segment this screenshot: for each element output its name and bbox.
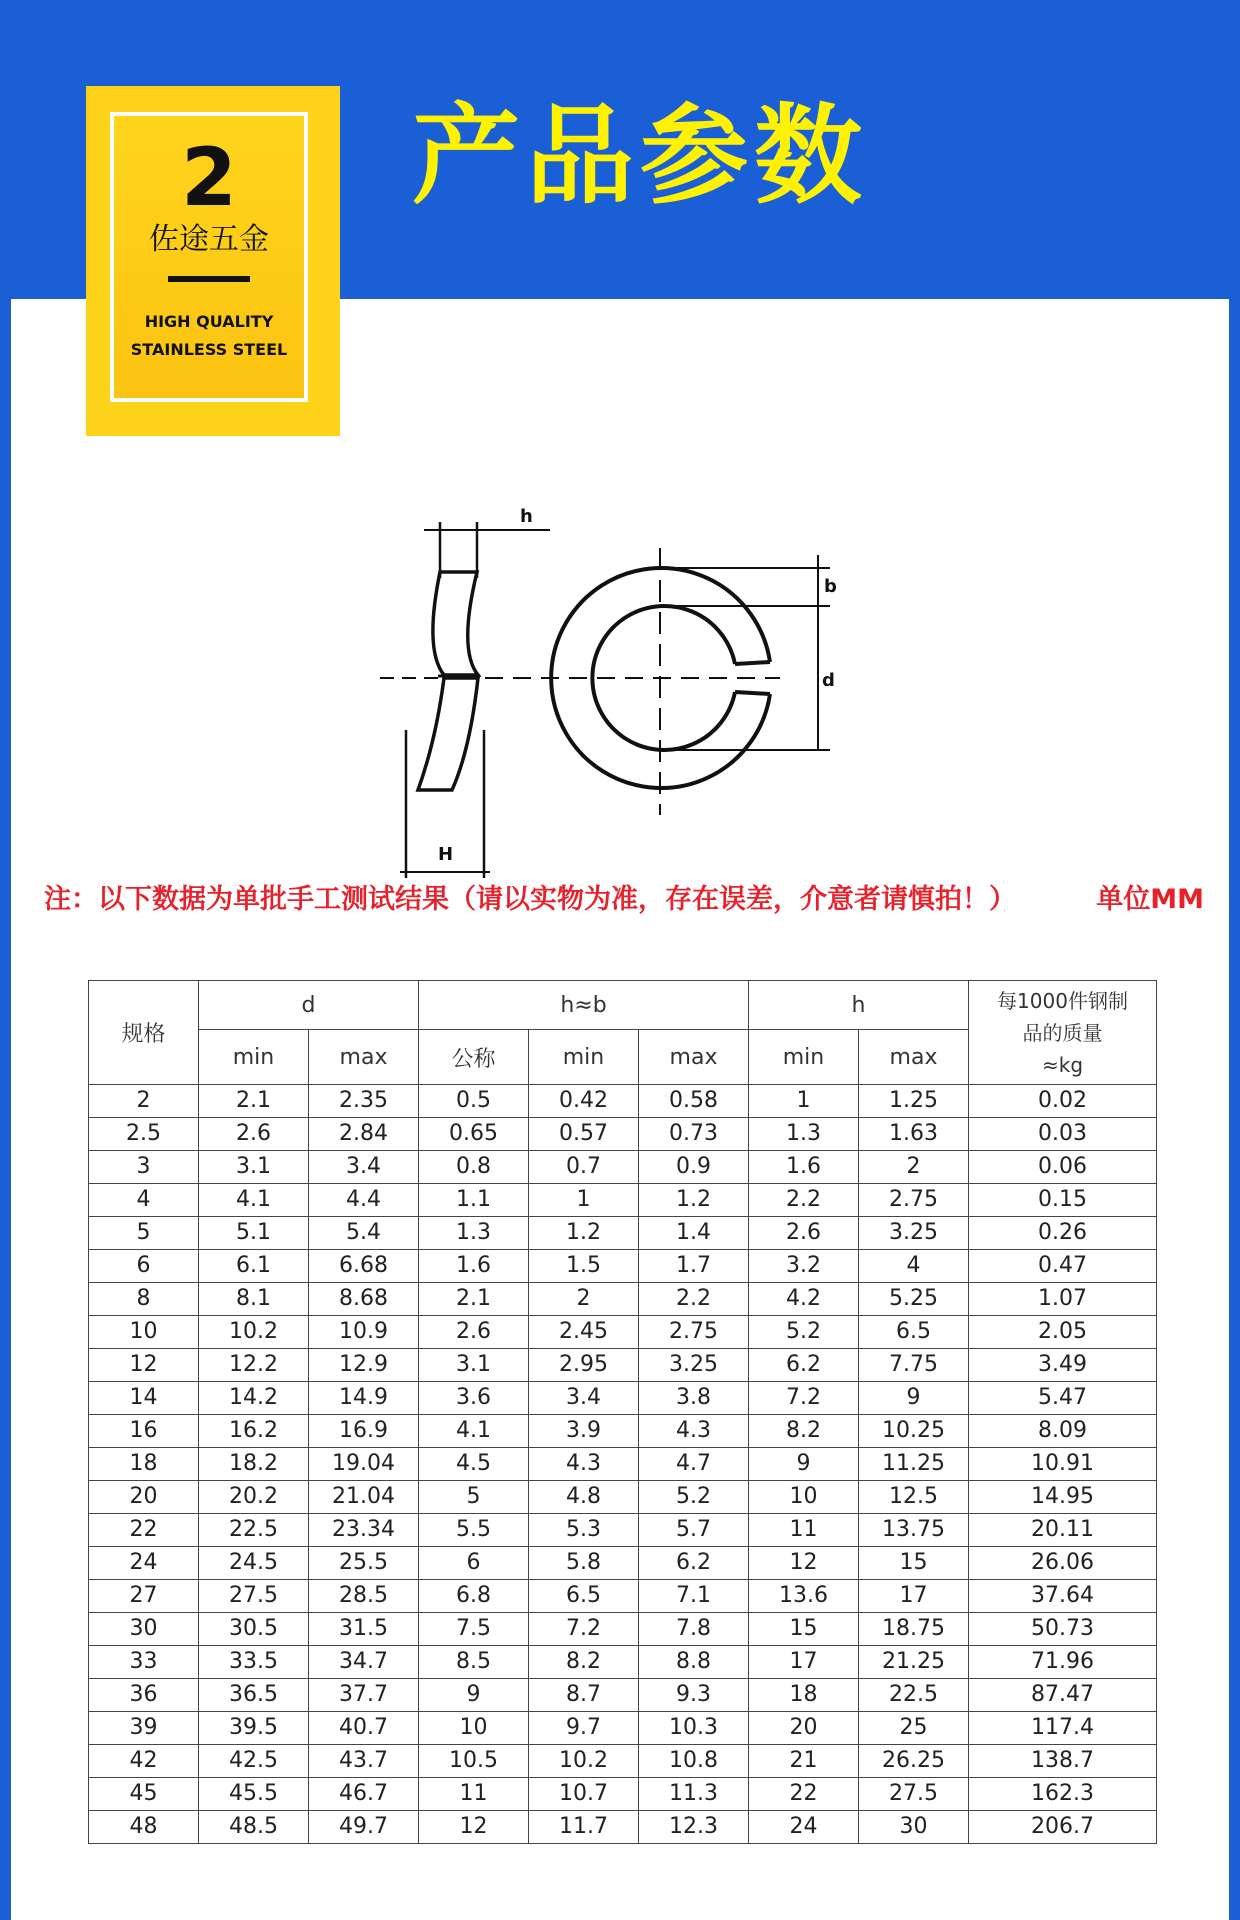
table-cell: 2.1 [419, 1283, 529, 1316]
table-cell: 10 [89, 1316, 199, 1349]
table-cell: 10.25 [859, 1415, 969, 1448]
dim-label-d: d [822, 670, 835, 691]
table-cell: 16.2 [199, 1415, 309, 1448]
table-cell: 20.2 [199, 1481, 309, 1514]
table-cell: 10.5 [419, 1745, 529, 1778]
table-cell: 5 [419, 1481, 529, 1514]
table-cell: 0.9 [639, 1151, 749, 1184]
table-cell: 7.2 [529, 1613, 639, 1646]
table-cell: 18 [749, 1679, 859, 1712]
header-d: d [199, 981, 419, 1030]
table-cell: 36.5 [199, 1679, 309, 1712]
table-cell: 8.8 [639, 1646, 749, 1679]
badge-inner [110, 112, 308, 402]
table-cell: 10 [749, 1481, 859, 1514]
table-cell: 12.5 [859, 1481, 969, 1514]
table-cell: 4.3 [529, 1448, 639, 1481]
table-row [89, 1448, 1157, 1481]
table-cell: 14 [89, 1382, 199, 1415]
table-cell: 8.5 [419, 1646, 529, 1679]
table-cell: 5.2 [639, 1481, 749, 1514]
table-cell: 25 [859, 1712, 969, 1745]
table-cell: 1.5 [529, 1250, 639, 1283]
table-cell: 0.42 [529, 1085, 639, 1118]
table-cell: 4.7 [639, 1448, 749, 1481]
table-cell: 5.8 [529, 1547, 639, 1580]
table-cell: 10.91 [969, 1448, 1157, 1481]
table-cell: 7.5 [419, 1613, 529, 1646]
table-cell: 8.09 [969, 1415, 1157, 1448]
table-cell: 0.15 [969, 1184, 1157, 1217]
table-cell: 0.58 [639, 1085, 749, 1118]
table-cell: 14.95 [969, 1481, 1157, 1514]
table-cell: 14.2 [199, 1382, 309, 1415]
table-cell: 33.5 [199, 1646, 309, 1679]
table-cell: 1.2 [639, 1184, 749, 1217]
table-cell: 10.9 [309, 1316, 419, 1349]
table-row [89, 1283, 1157, 1316]
table-cell: 8 [89, 1283, 199, 1316]
table-row [89, 1712, 1157, 1745]
table-row [89, 1481, 1157, 1514]
table-cell: 5 [89, 1217, 199, 1250]
table-row [89, 1250, 1157, 1283]
table-cell: 24 [749, 1811, 859, 1844]
table-row [89, 1547, 1157, 1580]
table-cell: 17 [859, 1580, 969, 1613]
table-cell: 37.64 [969, 1580, 1157, 1613]
table-cell: 8.2 [529, 1646, 639, 1679]
badge-tagline-line2: STAINLESS STEEL [130, 340, 288, 359]
table-cell: 30 [859, 1811, 969, 1844]
table-cell: 12.9 [309, 1349, 419, 1382]
table-cell: 6.2 [639, 1547, 749, 1580]
spec-table [88, 980, 1157, 1844]
table-cell: 12 [89, 1349, 199, 1382]
table-cell: 2.6 [199, 1118, 309, 1151]
table-cell: 2.2 [749, 1184, 859, 1217]
table-row [89, 1217, 1157, 1250]
table-cell: 11.25 [859, 1448, 969, 1481]
table-cell: 34.7 [309, 1646, 419, 1679]
dim-label-h: h [520, 506, 533, 527]
table-cell: 2 [859, 1151, 969, 1184]
table-row [89, 1151, 1157, 1184]
table-cell: 2 [529, 1283, 639, 1316]
table-cell: 48.5 [199, 1811, 309, 1844]
disclaimer-note [44, 880, 1204, 920]
table-row [89, 1085, 1157, 1118]
table-cell: 1.07 [969, 1283, 1157, 1316]
table-row [89, 1778, 1157, 1811]
table-cell: 6.5 [529, 1580, 639, 1613]
table-cell: 31.5 [309, 1613, 419, 1646]
table-row [89, 1184, 1157, 1217]
table-cell: 49.7 [309, 1811, 419, 1844]
table-cell: 22.5 [859, 1679, 969, 1712]
table-cell: 5.7 [639, 1514, 749, 1547]
table-cell: 4 [89, 1184, 199, 1217]
table-cell: 39 [89, 1712, 199, 1745]
table-cell: 8.7 [529, 1679, 639, 1712]
table-cell: 6.68 [309, 1250, 419, 1283]
table-row [89, 1415, 1157, 1448]
table-cell: 3.4 [529, 1382, 639, 1415]
table-cell: 0.7 [529, 1151, 639, 1184]
table-row [89, 1646, 1157, 1679]
table-cell: 4.8 [529, 1481, 639, 1514]
table-cell: 7.8 [639, 1613, 749, 1646]
table-cell: 43.7 [309, 1745, 419, 1778]
table-cell: 6.5 [859, 1316, 969, 1349]
table-cell: 1.6 [419, 1250, 529, 1283]
table-cell: 2 [89, 1085, 199, 1118]
header-h: h [749, 981, 969, 1030]
header-spec: 规格 [89, 981, 199, 1085]
table-cell: 6.2 [749, 1349, 859, 1382]
table-cell: 138.7 [969, 1745, 1157, 1778]
table-cell: 18 [89, 1448, 199, 1481]
table-cell: 2.05 [969, 1316, 1157, 1349]
table-cell: 1.3 [749, 1118, 859, 1151]
table-cell: 5.3 [529, 1514, 639, 1547]
header-d-min: min [199, 1030, 309, 1085]
table-cell: 9.3 [639, 1679, 749, 1712]
table-cell: 3.8 [639, 1382, 749, 1415]
table-cell: 6.1 [199, 1250, 309, 1283]
table-cell: 0.03 [969, 1118, 1157, 1151]
table-cell: 1.7 [639, 1250, 749, 1283]
table-cell: 23.34 [309, 1514, 419, 1547]
table-cell: 33 [89, 1646, 199, 1679]
table-cell: 71.96 [969, 1646, 1157, 1679]
table-cell: 20.11 [969, 1514, 1157, 1547]
table-cell: 2.5 [89, 1118, 199, 1151]
frame-top [0, 0, 1240, 11]
table-row [89, 1745, 1157, 1778]
table-cell: 1 [749, 1085, 859, 1118]
table-cell: 162.3 [969, 1778, 1157, 1811]
badge-tagline-line1: HIGH QUALITY [144, 312, 274, 331]
table-row [89, 1811, 1157, 1844]
table-cell: 3.6 [419, 1382, 529, 1415]
table-cell: 26.06 [969, 1547, 1157, 1580]
table-cell: 2.75 [639, 1316, 749, 1349]
table-cell: 5.47 [969, 1382, 1157, 1415]
table-cell: 3.4 [309, 1151, 419, 1184]
table-cell: 14.9 [309, 1382, 419, 1415]
table-cell: 5.2 [749, 1316, 859, 1349]
table-cell: 1.63 [859, 1118, 969, 1151]
table-cell: 3.1 [199, 1151, 309, 1184]
table-cell: 36 [89, 1679, 199, 1712]
table-cell: 12.2 [199, 1349, 309, 1382]
table-cell: 10.8 [639, 1745, 749, 1778]
spring-washer-diagram [360, 500, 880, 890]
table-cell: 9.7 [529, 1712, 639, 1745]
table-cell: 0.57 [529, 1118, 639, 1151]
table-cell: 11 [749, 1514, 859, 1547]
table-cell: 28.5 [309, 1580, 419, 1613]
table-cell: 87.47 [969, 1679, 1157, 1712]
table-cell: 16.9 [309, 1415, 419, 1448]
spec-table-body [89, 1085, 1157, 1844]
table-cell: 2.6 [749, 1217, 859, 1250]
table-row [89, 1613, 1157, 1646]
dim-label-b: b [824, 576, 837, 597]
table-cell: 16 [89, 1415, 199, 1448]
table-cell: 5.25 [859, 1283, 969, 1316]
table-cell: 21.25 [859, 1646, 969, 1679]
table-cell: 11.7 [529, 1811, 639, 1844]
table-cell: 20 [749, 1712, 859, 1745]
table-cell: 2.6 [419, 1316, 529, 1349]
table-cell: 4 [859, 1250, 969, 1283]
table-cell: 3.1 [419, 1349, 529, 1382]
table-cell: 117.4 [969, 1712, 1157, 1745]
table-cell: 45.5 [199, 1778, 309, 1811]
table-cell: 0.73 [639, 1118, 749, 1151]
header-mass-line3: ≈kg [1041, 1052, 1084, 1077]
table-cell: 0.47 [969, 1250, 1157, 1283]
table-cell: 6 [89, 1250, 199, 1283]
table-cell: 22 [749, 1778, 859, 1811]
header-d-max: max [309, 1030, 419, 1085]
table-cell: 19.04 [309, 1448, 419, 1481]
table-cell: 3.25 [639, 1349, 749, 1382]
table-row [89, 1349, 1157, 1382]
table-cell: 22 [89, 1514, 199, 1547]
table-cell: 9 [749, 1448, 859, 1481]
table-cell: 5.5 [419, 1514, 529, 1547]
table-cell: 1.3 [419, 1217, 529, 1250]
dim-label-H: H [438, 844, 454, 865]
table-cell: 4.2 [749, 1283, 859, 1316]
table-row [89, 1580, 1157, 1613]
table-cell: 0.65 [419, 1118, 529, 1151]
table-cell: 37.7 [309, 1679, 419, 1712]
table-cell: 13.75 [859, 1514, 969, 1547]
table-cell: 12.3 [639, 1811, 749, 1844]
table-cell: 1.6 [749, 1151, 859, 1184]
table-cell: 4.4 [309, 1184, 419, 1217]
table-row [89, 1382, 1157, 1415]
table-cell: 50.73 [969, 1613, 1157, 1646]
table-cell: 7.2 [749, 1382, 859, 1415]
table-cell: 5.1 [199, 1217, 309, 1250]
table-cell: 22.5 [199, 1514, 309, 1547]
table-cell: 10.7 [529, 1778, 639, 1811]
table-cell: 26.25 [859, 1745, 969, 1778]
table-cell: 10.2 [199, 1316, 309, 1349]
table-cell: 8.68 [309, 1283, 419, 1316]
table-cell: 5.4 [309, 1217, 419, 1250]
table-cell: 11.3 [639, 1778, 749, 1811]
header-h-min: min [749, 1030, 859, 1085]
table-cell: 27.5 [859, 1778, 969, 1811]
table-cell: 8.2 [749, 1415, 859, 1448]
table-cell: 2.35 [309, 1085, 419, 1118]
table-cell: 9 [419, 1679, 529, 1712]
header-mass-line1: 每1000件钢制 [997, 988, 1128, 1013]
table-cell: 1.1 [419, 1184, 529, 1217]
table-cell: 24.5 [199, 1547, 309, 1580]
header-hb: h≈b [419, 981, 749, 1030]
header-hb-max: max [639, 1030, 749, 1085]
table-cell: 0.26 [969, 1217, 1157, 1250]
unit-label: 单位MM [1096, 884, 1204, 915]
table-cell: 21.04 [309, 1481, 419, 1514]
table-cell: 8.1 [199, 1283, 309, 1316]
table-cell: 2.84 [309, 1118, 419, 1151]
table-cell: 6.8 [419, 1580, 529, 1613]
header-mass-line2: 品的质量 [1022, 1020, 1103, 1045]
table-cell: 15 [749, 1613, 859, 1646]
table-row [89, 1679, 1157, 1712]
table-cell: 25.5 [309, 1547, 419, 1580]
table-cell: 45 [89, 1778, 199, 1811]
table-cell: 3 [89, 1151, 199, 1184]
table-cell: 39.5 [199, 1712, 309, 1745]
table-cell: 21 [749, 1745, 859, 1778]
table-cell: 10.3 [639, 1712, 749, 1745]
table-cell: 3.9 [529, 1415, 639, 1448]
table-cell: 18.2 [199, 1448, 309, 1481]
table-cell: 17 [749, 1646, 859, 1679]
table-cell: 206.7 [969, 1811, 1157, 1844]
table-cell: 2.75 [859, 1184, 969, 1217]
table-cell: 0.8 [419, 1151, 529, 1184]
table-row [89, 1118, 1157, 1151]
table-cell: 10.2 [529, 1745, 639, 1778]
table-cell: 42.5 [199, 1745, 309, 1778]
badge-divider [168, 276, 250, 282]
table-cell: 12 [749, 1547, 859, 1580]
table-cell: 0.5 [419, 1085, 529, 1118]
table-cell: 46.7 [309, 1778, 419, 1811]
table-cell: 27 [89, 1580, 199, 1613]
table-cell: 24 [89, 1547, 199, 1580]
table-cell: 10 [419, 1712, 529, 1745]
table-cell: 7.75 [859, 1349, 969, 1382]
table-cell: 6 [419, 1547, 529, 1580]
table-cell: 13.6 [749, 1580, 859, 1613]
table-cell: 20 [89, 1481, 199, 1514]
table-cell: 2.2 [639, 1283, 749, 1316]
badge-brand: 佐途五金 [149, 222, 269, 257]
table-cell: 30.5 [199, 1613, 309, 1646]
disclaimer-text: 注：以下数据为单批手工测试结果（请以实物为准，存在误差，介意者请慎拍！） [44, 884, 1016, 915]
section-badge [86, 86, 340, 436]
table-cell: 1 [529, 1184, 639, 1217]
table-cell: 30 [89, 1613, 199, 1646]
table-cell: 42 [89, 1745, 199, 1778]
table-cell: 7.1 [639, 1580, 749, 1613]
header-hb-min: min [529, 1030, 639, 1085]
table-cell: 18.75 [859, 1613, 969, 1646]
table-cell: 9 [859, 1382, 969, 1415]
table-cell: 2.45 [529, 1316, 639, 1349]
table-cell: 40.7 [309, 1712, 419, 1745]
table-cell: 0.06 [969, 1151, 1157, 1184]
table-cell: 4.5 [419, 1448, 529, 1481]
table-cell: 27.5 [199, 1580, 309, 1613]
table-cell: 1.4 [639, 1217, 749, 1250]
header-mass [969, 981, 1157, 1085]
table-cell: 0.02 [969, 1085, 1157, 1118]
table-cell: 3.49 [969, 1349, 1157, 1382]
table-cell: 2.95 [529, 1349, 639, 1382]
badge-number: 2 [181, 131, 237, 224]
table-cell: 3.25 [859, 1217, 969, 1250]
table-cell: 1.25 [859, 1085, 969, 1118]
table-cell: 4.1 [419, 1415, 529, 1448]
table-cell: 4.3 [639, 1415, 749, 1448]
table-cell: 4.1 [199, 1184, 309, 1217]
table-cell: 48 [89, 1811, 199, 1844]
table-row [89, 1316, 1157, 1349]
table-cell: 11 [419, 1778, 529, 1811]
table-cell: 3.2 [749, 1250, 859, 1283]
table-cell: 15 [859, 1547, 969, 1580]
header-hb-nominal: 公称 [419, 1030, 529, 1085]
table-row [89, 1514, 1157, 1547]
table-cell: 1.2 [529, 1217, 639, 1250]
header-h-max: max [859, 1030, 969, 1085]
table-cell: 12 [419, 1811, 529, 1844]
page-title: 产品参数 [412, 94, 869, 219]
table-cell: 2.1 [199, 1085, 309, 1118]
badge-tagline [114, 308, 304, 364]
